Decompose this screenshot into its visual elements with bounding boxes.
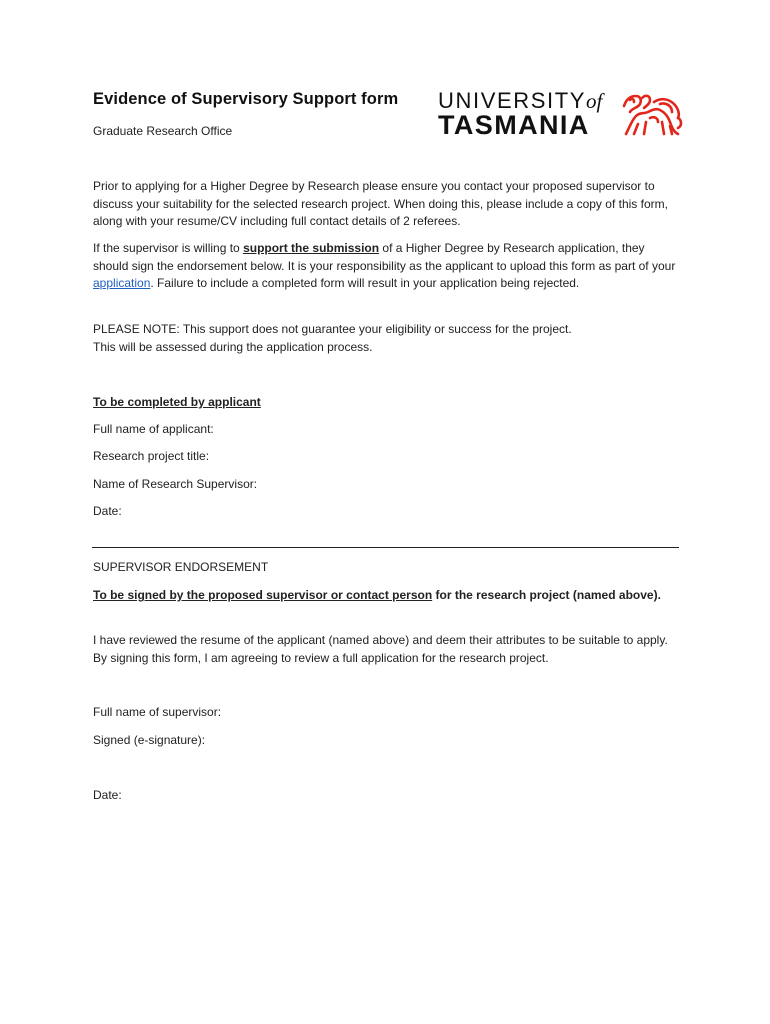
note-line-1: PLEASE NOTE: This support does not guarantee your eligibility or success for the project. (93, 322, 572, 336)
supervisor-instruction-rest: for the research project (named above). (432, 588, 661, 602)
office-name: Graduate Research Office (93, 124, 233, 138)
university-logo (438, 88, 688, 144)
applicant-section-heading: To be completed by applicant (93, 395, 261, 409)
research-supervisor-name-label: Name of Research Supervisor: (93, 477, 258, 491)
applicant-full-name-label: Full name of applicant: (93, 422, 214, 436)
logo-tasmania-text: TASMANIA (438, 110, 590, 140)
supervisor-full-name-label: Full name of supervisor: (93, 705, 222, 719)
applicant-date-label: Date: (93, 504, 122, 518)
supervisor-statement: I have reviewed the resume of the applicant (named above) and deem their attributes to be suitable to apply. By signing this form, I am agreeing to review a full application for the research project. (93, 633, 668, 665)
submission-text-a: If the supervisor is willing to (93, 241, 244, 255)
supervisor-signature-label: Signed (e-signature): (93, 733, 206, 747)
note-line-2: This will be assessed during the application process. (93, 339, 373, 354)
form-title: Evidence of Supervisory Support form (93, 90, 399, 108)
section-divider (92, 547, 679, 548)
supervisor-endorsement-heading: SUPERVISOR ENDORSEMENT (93, 560, 269, 574)
supervisor-date-label: Date: (93, 788, 122, 802)
submission-paragraph (93, 240, 683, 293)
logo-university-text: UNIVERSITYof (438, 88, 603, 113)
lion-crest-icon (620, 90, 684, 140)
research-project-title-label: Research project title: (93, 449, 210, 463)
logo-of-text: of (586, 89, 603, 113)
supervisor-instruction-underlined: To be signed by the proposed supervisor or contact person (93, 588, 433, 602)
intro-paragraph: Prior to applying for a Higher Degree by Research please ensure you contact your proposed supervisor to discuss your suitability for the selected research project. When doing this, please include a copy of this form, along with your resume/CV including full contact details of 2 referees. (93, 179, 668, 229)
submission-text-c: . Failure to include a completed form will result in your application being rejected. (150, 276, 580, 291)
supervisor-instruction (93, 587, 683, 605)
support-submission-emphasis: support the submission (243, 241, 380, 255)
please-note (93, 321, 683, 356)
application-link[interactable]: application (93, 276, 151, 291)
submission-text-b: of a Higher Degree by Research application, they should sign the endorsement below. It is your responsibility as the applicant to upload this form as part of your (93, 241, 676, 273)
